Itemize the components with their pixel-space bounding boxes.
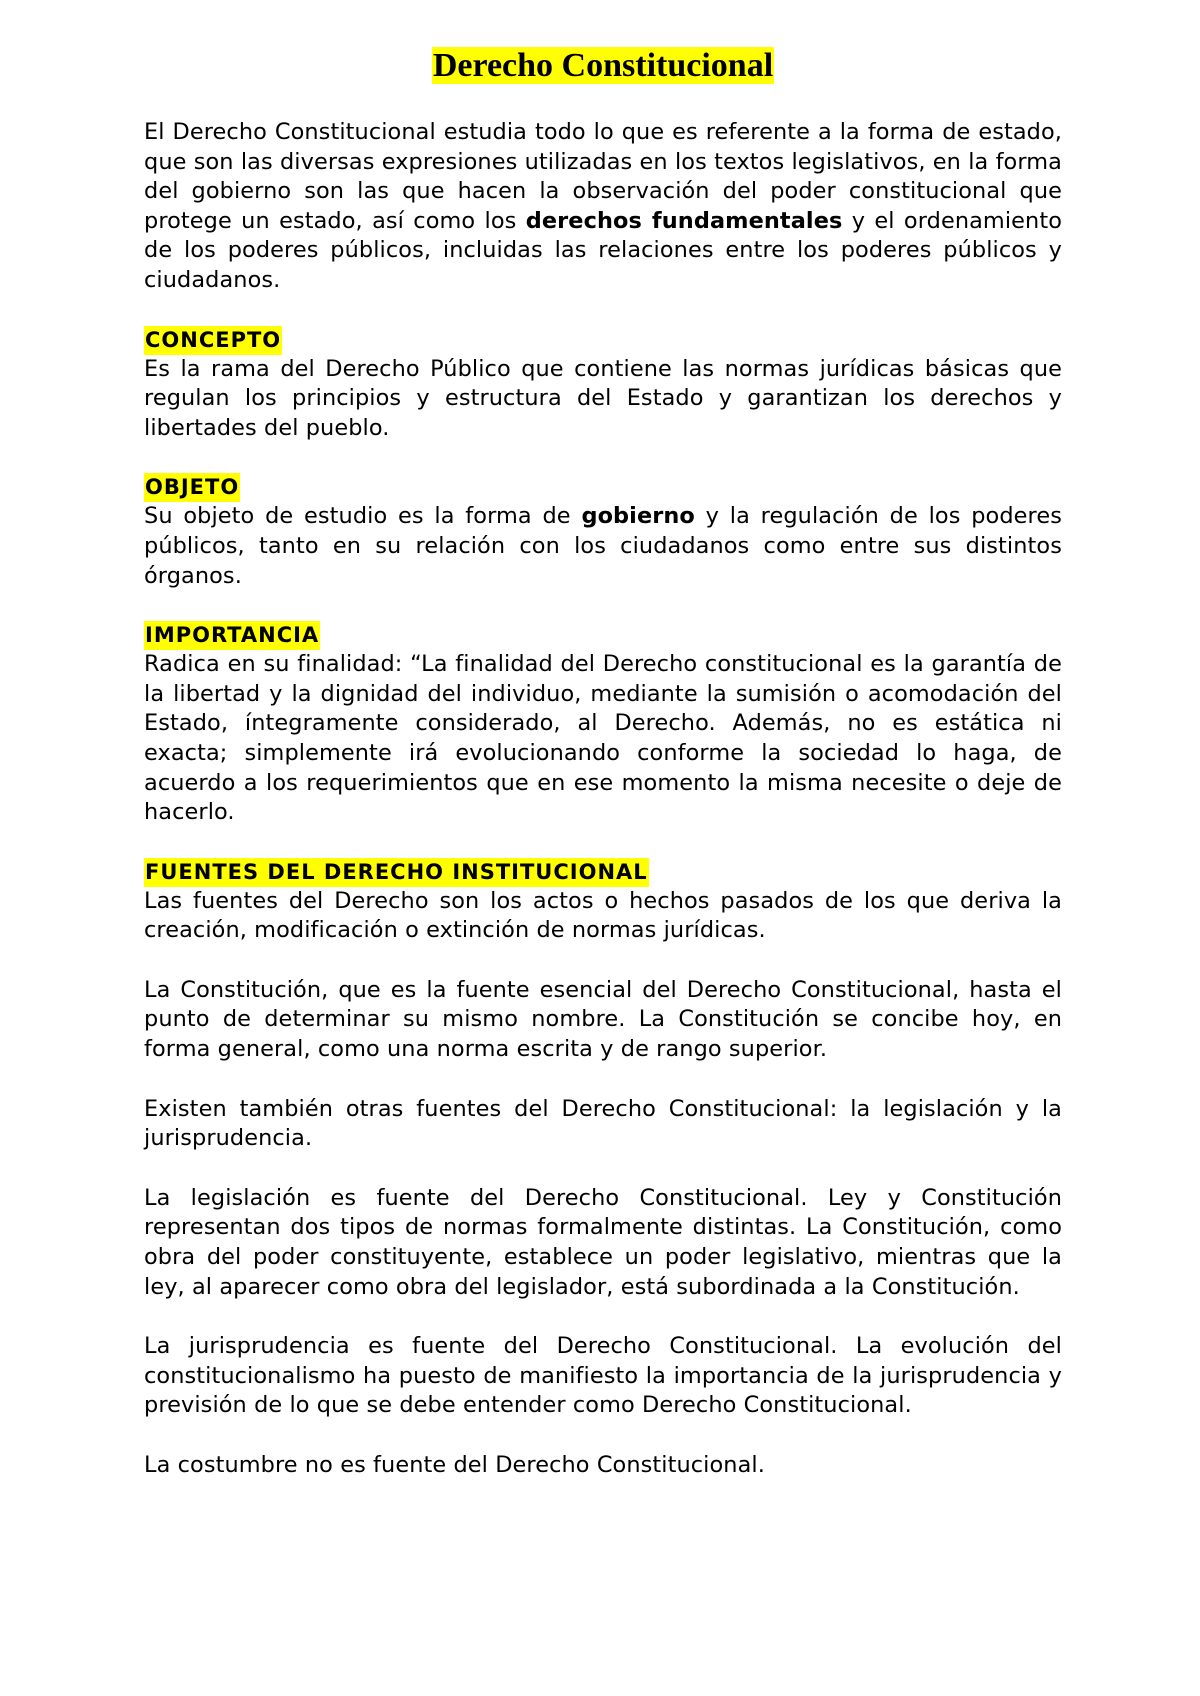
- fuentes-section: [144, 858, 1062, 946]
- concepto-section: [144, 326, 1062, 444]
- importancia-section: [144, 621, 1062, 828]
- objeto-paragraph: [144, 502, 1062, 591]
- objeto-text-a: Su objeto de estudio es la forma de: [144, 503, 582, 530]
- intro-bold-term: derechos fundamentales: [525, 207, 843, 234]
- fuentes-paragraph-6: La costumbre no es fuente del Derecho Constitucional.: [144, 1452, 765, 1478]
- fuentes-paragraph-2: La Constitución, que es la fuente esencial del Derecho Constitucional, hasta el punto de determinar su mismo nombre. La Constitución se concibe hoy, en forma general, como una norma escrita y de rango superior.: [144, 976, 1062, 1063]
- objeto-section: [144, 473, 1062, 591]
- objeto-text-b: y la regulación de los poderes públicos, tanto en su relación con los ciudadanos como entre sus distintos órganos.: [144, 503, 1062, 589]
- intro-text-a: El Derecho Constitucional estudia todo lo que es referente a la forma de estado, que son las diversas expresiones utilizadas en los textos legislativos, en la forma del gobierno son las que hacen la observación del poder constitucional que protege un estado, así como los: [144, 119, 1062, 234]
- importancia-paragraph: Radica en su finalidad: “La finalidad del Derecho constitucional es la garantía de la libertad y la dignidad del individuo, mediante la sumisión o acomodación del Estado, íntegramente considerado, al Derecho. Además, no es estática ni exacta; simplemente irá evolucionando conforme la sociedad lo haga, de acuerdo a los requerimientos que en ese momento la misma necesite o deje de hacerlo.: [144, 651, 1062, 826]
- intro-paragraph: [144, 118, 1062, 296]
- intro-section: [144, 118, 1062, 296]
- importancia-heading: IMPORTANCIA: [144, 621, 320, 650]
- fuentes-paragraph-3: Existen también otras fuentes del Derecho Constitucional: la legislación y la jurisprudencia.: [144, 1095, 1062, 1152]
- fuentes-costumbre-block: [144, 1451, 1062, 1481]
- fuentes-jurisprudencia-block: [144, 1332, 1062, 1421]
- fuentes-paragraph-1: Las fuentes del Derecho son los actos o hechos pasados de los que deriva la creación, modificación o extinción de normas jurídicas.: [144, 887, 1062, 944]
- objeto-heading: OBJETO: [144, 473, 240, 502]
- fuentes-paragraph-4: La legislación es fuente del Derecho Constitucional. Ley y Constitución representan dos tipos de normas formalmente distintas. La Constitución, como obra del poder constituyente, establece un poder legislativo, mientras que la ley, al aparecer como obra del legislador, está subordinada a la Constitución.: [144, 1184, 1062, 1300]
- concepto-paragraph: Es la rama del Derecho Público que contiene las normas jurídicas básicas que regulan los principios y estructura del Estado y garantizan los derechos y libertades del pueblo.: [144, 355, 1062, 441]
- fuentes-heading: FUENTES DEL DERECHO INSTITUCIONAL: [144, 858, 649, 887]
- fuentes-constitucion-block: [144, 976, 1062, 1065]
- concepto-heading: CONCEPTO: [144, 326, 282, 355]
- intro-text-b: y el ordenamiento de los poderes públicos, incluidas las relaciones entre los poderes públicos y ciudadanos.: [144, 207, 1063, 293]
- fuentes-legislacion-block: [144, 1184, 1062, 1302]
- fuentes-otras-block: [144, 1095, 1062, 1154]
- title-wrapper: [144, 44, 1062, 88]
- document-title: Derecho Constitucional: [432, 47, 774, 84]
- objeto-bold-term: gobierno: [581, 503, 695, 530]
- document-page: [144, 44, 1062, 1511]
- fuentes-paragraph-5: La jurisprudencia es fuente del Derecho Constitucional. La evolución del constitucionalismo ha puesto de manifiesto la importancia de la jurisprudencia y previsión de lo que se debe entender como Derecho Constitucional.: [144, 1333, 1062, 1419]
